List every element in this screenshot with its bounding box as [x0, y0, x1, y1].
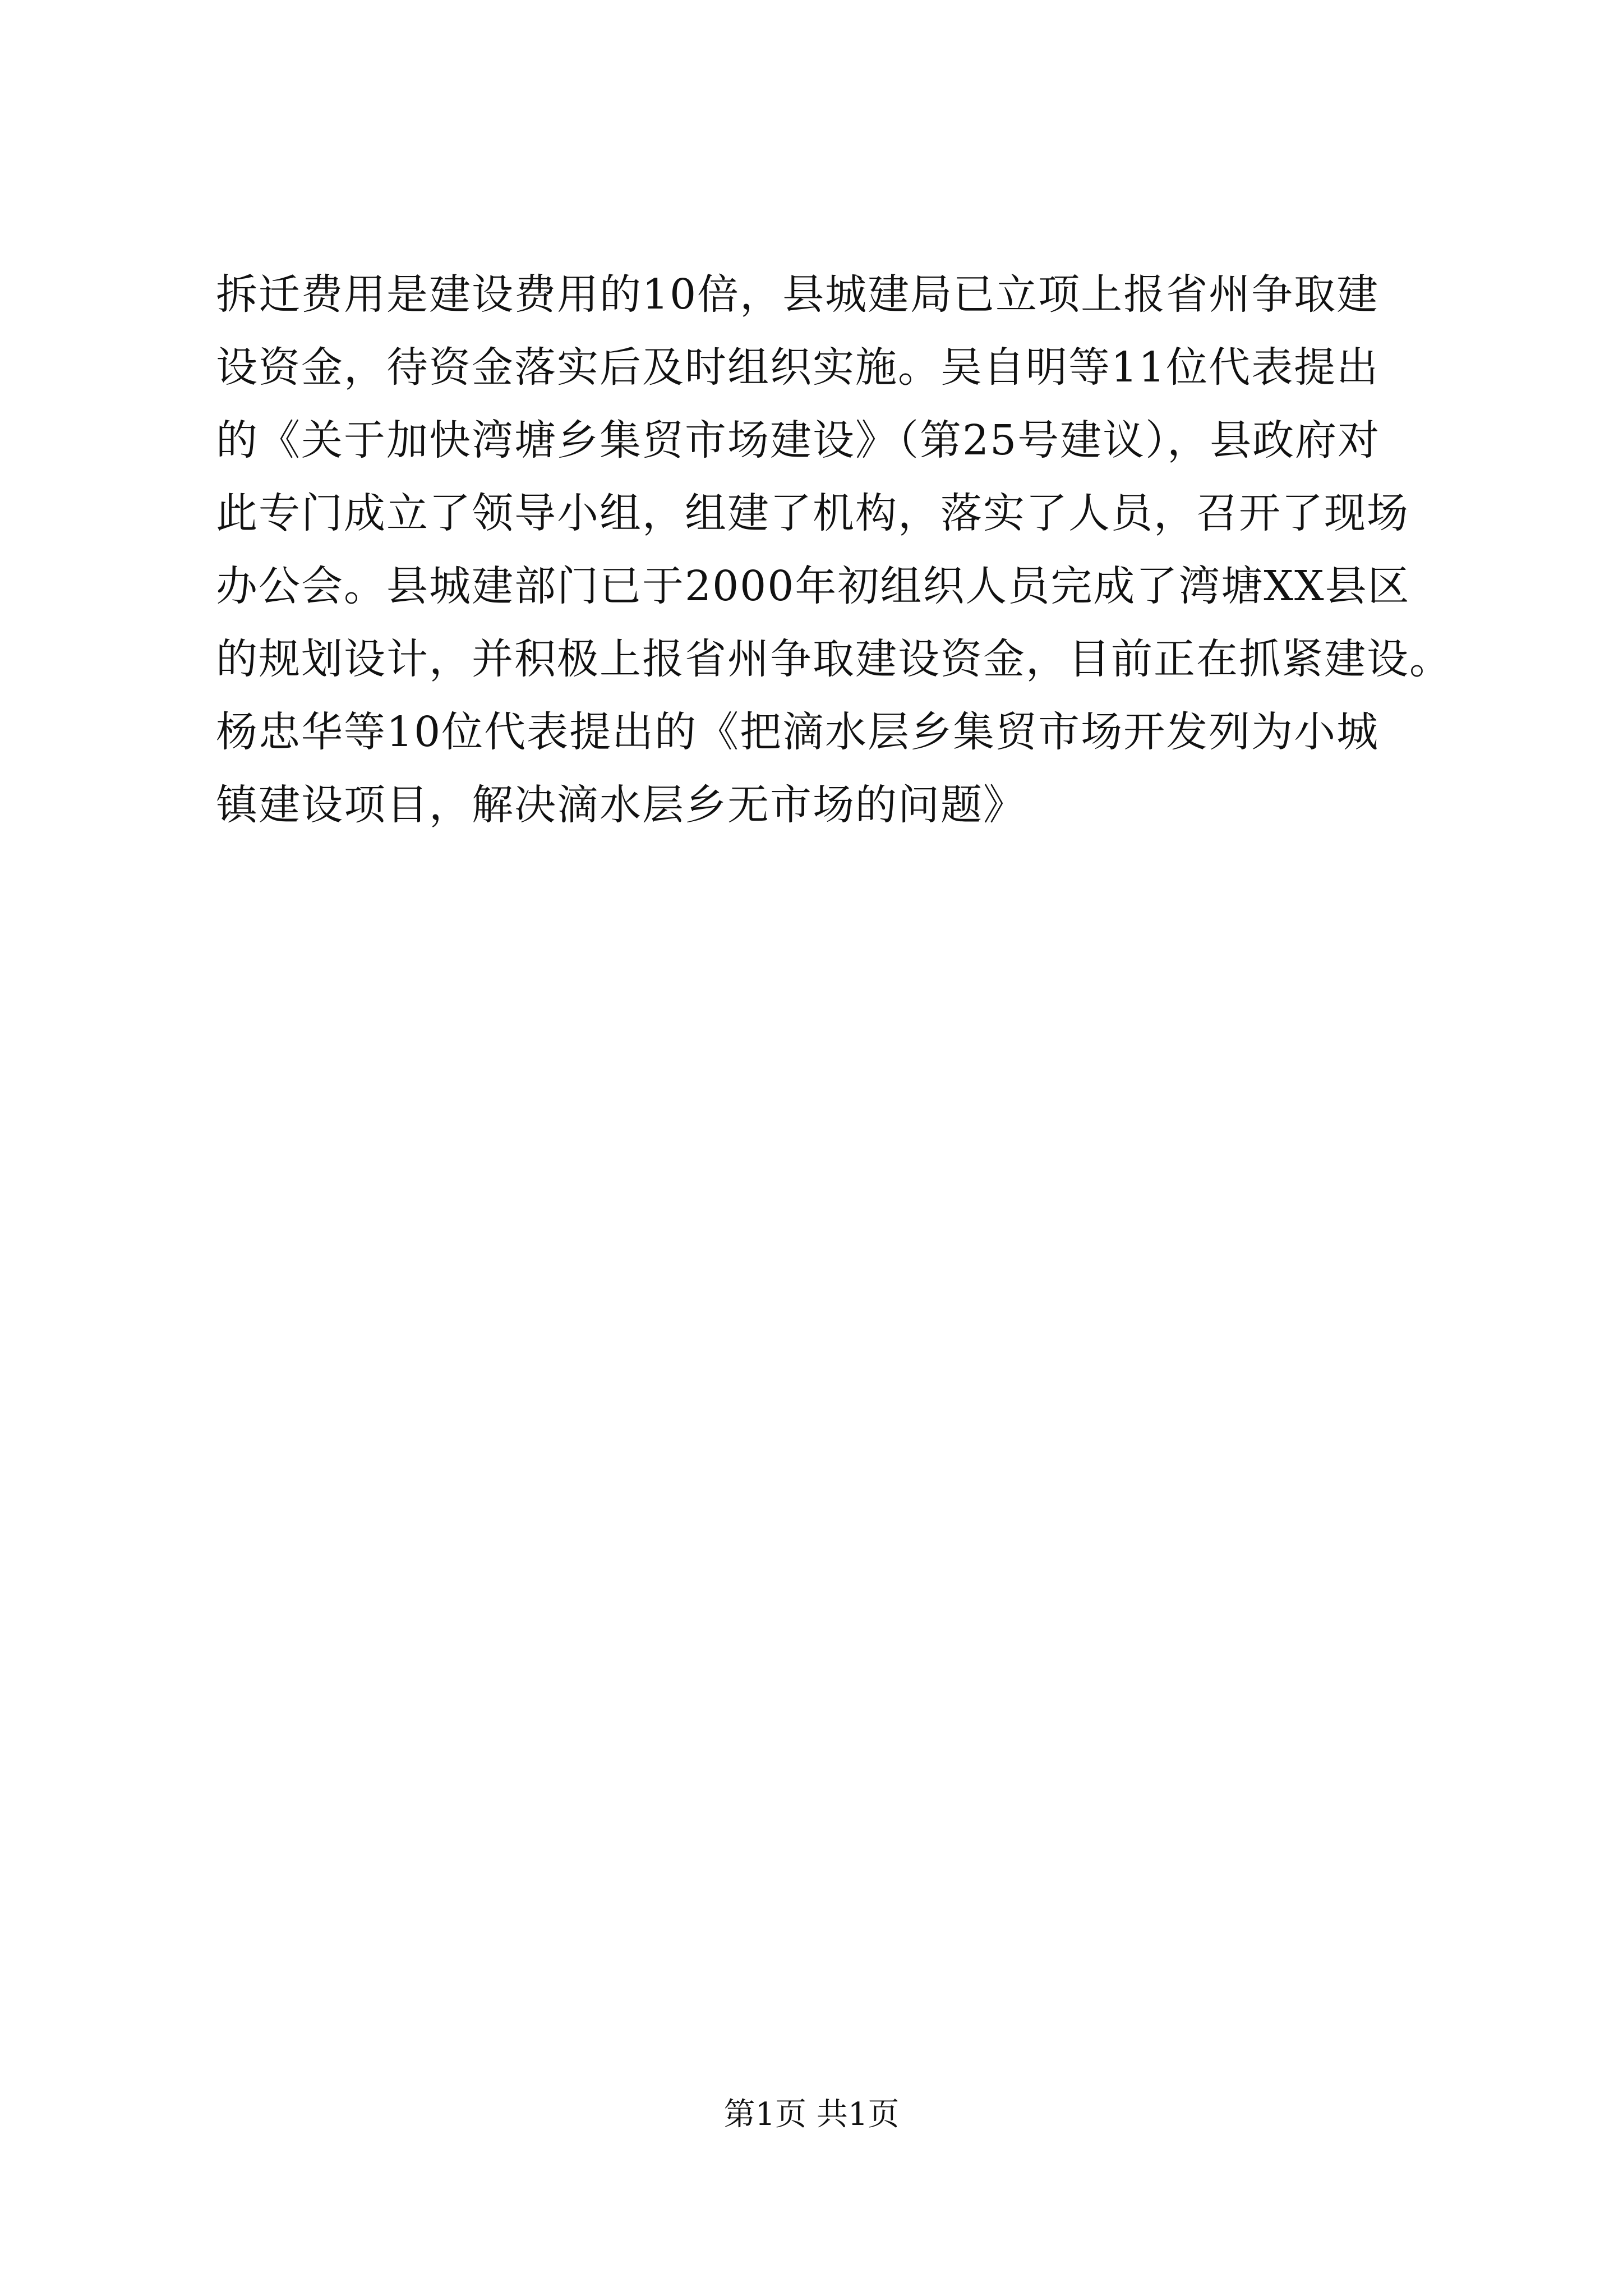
paragraph-line: 镇建设项目，解决滴水层乡无市场的问题》 — [216, 781, 1026, 829]
paragraph-line: 的规划设计，并积极上报省州争取建设资金，目前正在抓紧建设。 — [216, 635, 1452, 683]
body-paragraph — [216, 258, 1452, 841]
paragraph-line: 杨忠华等10位代表提出的《把滴水层乡集贸市场开发列为小城 — [216, 708, 1380, 756]
paragraph-line: 的《关于加快湾塘乡集贸市场建设》（第25号建议），县政府对 — [216, 416, 1381, 464]
paragraph-line: 拆迁费用是建设费用的10倍，县城建局已立项上报省州争取建 — [216, 270, 1380, 319]
paragraph-line: 此专门成立了领导小组，组建了机构，落实了人员，召开了现场 — [216, 489, 1409, 537]
paragraph-line: 设资金，待资金落实后及时组织实施。吴自明等11位代表提出 — [216, 343, 1380, 392]
paragraph-line: 办公会。县城建部门已于2000年初组织人员完成了湾塘XX县区 — [216, 562, 1410, 610]
page-number-footer: 第1页 共1页 — [723, 2096, 900, 2133]
